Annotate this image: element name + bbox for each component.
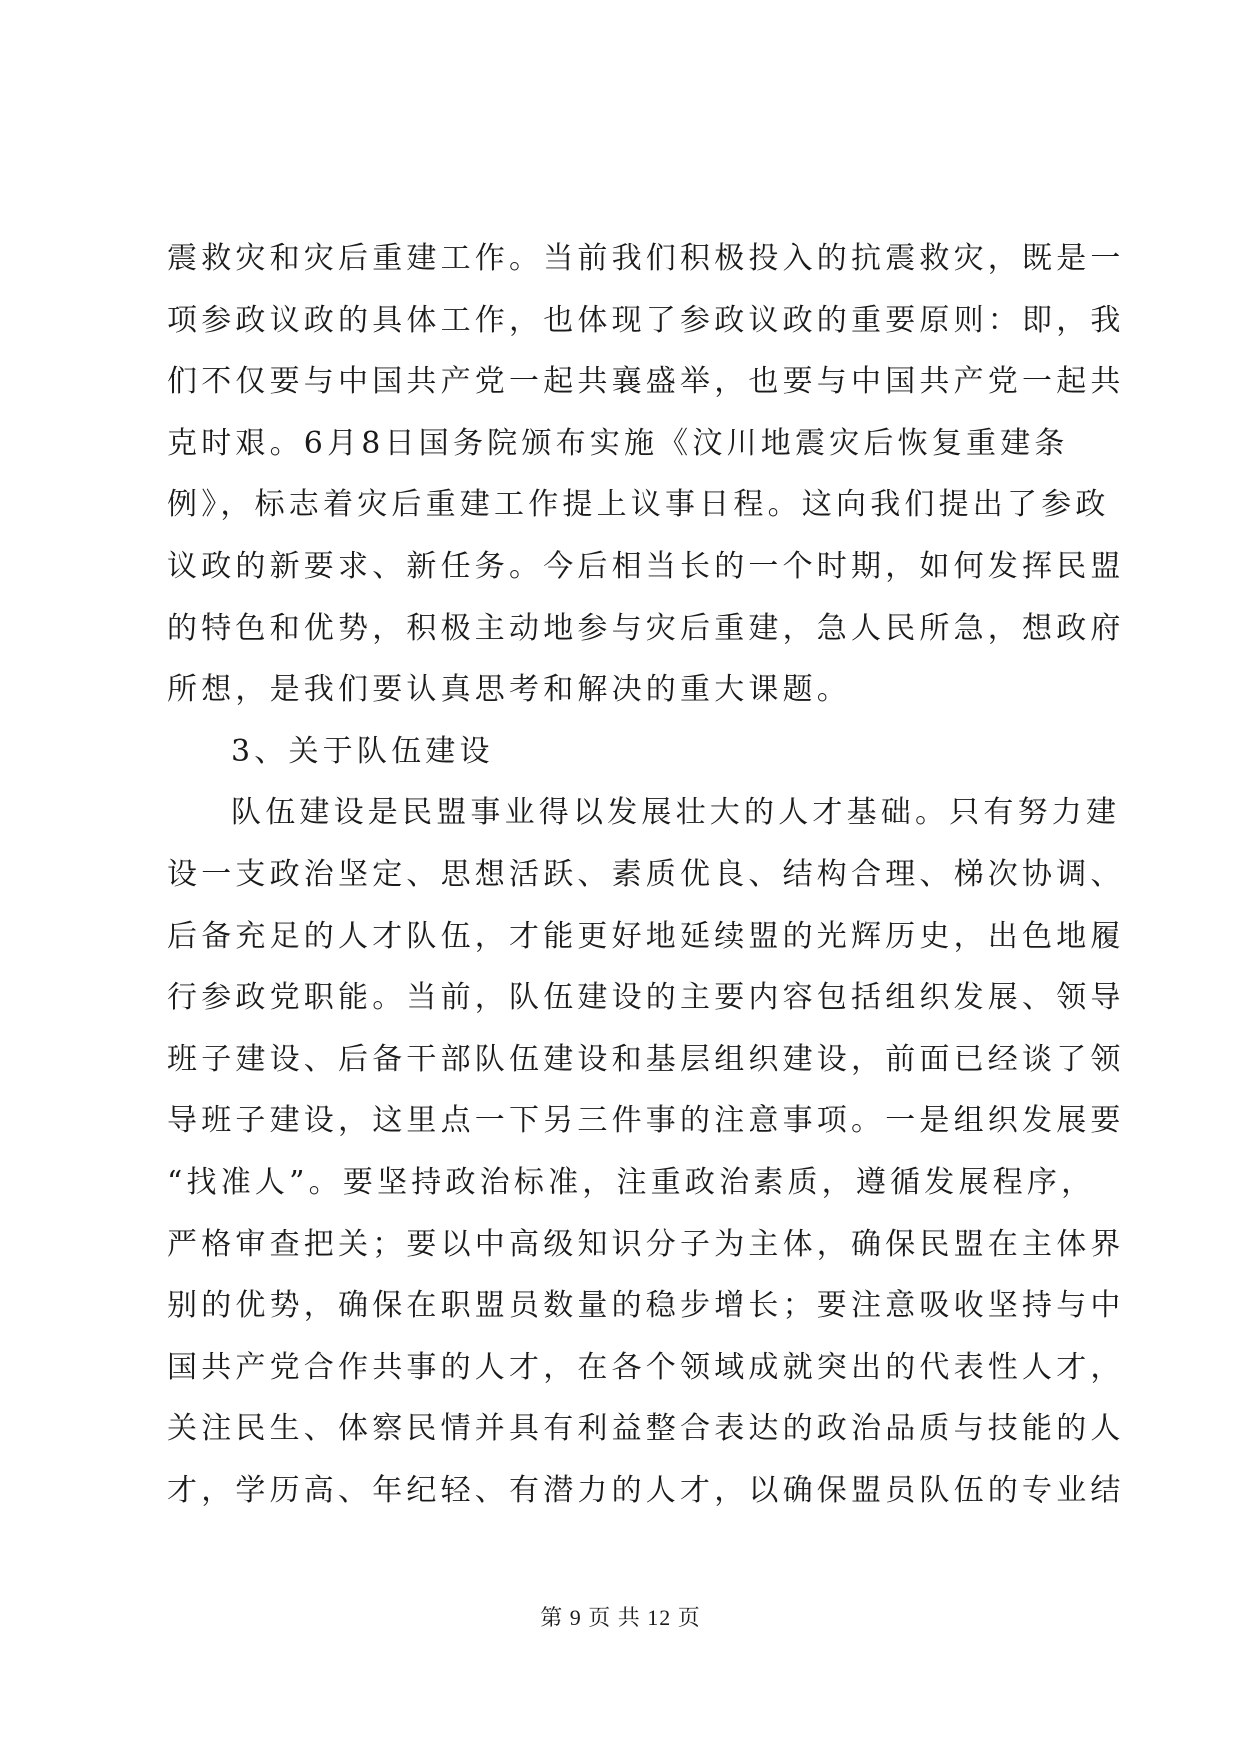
text-line: “找准人”。要坚持政治标准，注重政治素质，遵循发展程序， bbox=[167, 1164, 1096, 1200]
body-text bbox=[167, 228, 1125, 1521]
text-line: 们不仅要与中国共产党一起共襄盛举，也要与中国共产党一起共 bbox=[167, 364, 1125, 400]
text-line: 项参政议政的具体工作，也体现了参政议政的重要原则：即，我 bbox=[167, 302, 1125, 338]
text-line: 例》，标志着灾后重建工作提上议事日程。这向我们提出了参政 bbox=[167, 487, 1110, 523]
text-line: 导班子建设，这里点一下另三件事的注意事项。一是组织发展要 bbox=[167, 1103, 1125, 1139]
text-line: 议政的新要求、新任务。今后相当长的一个时期，如何发挥民盟 bbox=[167, 548, 1125, 584]
text-line: 行参政党职能。当前，队伍建设的主要内容包括组织发展、领导 bbox=[167, 980, 1125, 1016]
text-line: 的特色和优势，积极主动地参与灾后重建，急人民所急，想政府 bbox=[167, 610, 1125, 646]
section-heading: 3、关于队伍建设 bbox=[231, 733, 494, 769]
text-line: 设一支政治坚定、思想活跃、素质优良、结构合理、梯次协调、 bbox=[167, 856, 1125, 892]
text-line: 关注民生、体察民情并具有利益整合表达的政治品质与技能的人 bbox=[167, 1411, 1125, 1447]
text-line: 克时艰。6月8日国务院颁布实施《汶川地震灾后恢复重建条 bbox=[167, 425, 1069, 461]
paragraph-start-line: 队伍建设是民盟事业得以发展壮大的人才基础。只有努力建 bbox=[231, 795, 1121, 831]
text-line: 后备充足的人才队伍，才能更好地延续盟的光辉历史，出色地履 bbox=[167, 918, 1125, 954]
text-line: 别的优势，确保在职盟员数量的稳步增长；要注意吸收坚持与中 bbox=[167, 1288, 1125, 1324]
text-line: 严格审查把关；要以中高级知识分子为主体，确保民盟在主体界 bbox=[167, 1226, 1125, 1262]
text-line: 班子建设、后备干部队伍建设和基层组织建设，前面已经谈了领 bbox=[167, 1041, 1125, 1077]
page-number-footer: 第 9 页 共 12 页 bbox=[540, 1605, 701, 1630]
text-line: 所想，是我们要认真思考和解决的重大课题。 bbox=[167, 672, 851, 708]
text-line: 才，学历高、年纪轻、有潜力的人才，以确保盟员队伍的专业结 bbox=[167, 1472, 1125, 1508]
text-line: 震救灾和灾后重建工作。当前我们积极投入的抗震救灾，既是一 bbox=[167, 241, 1125, 276]
text-line: 国共产党合作共事的人才，在各个领域成就突出的代表性人才， bbox=[167, 1349, 1125, 1385]
